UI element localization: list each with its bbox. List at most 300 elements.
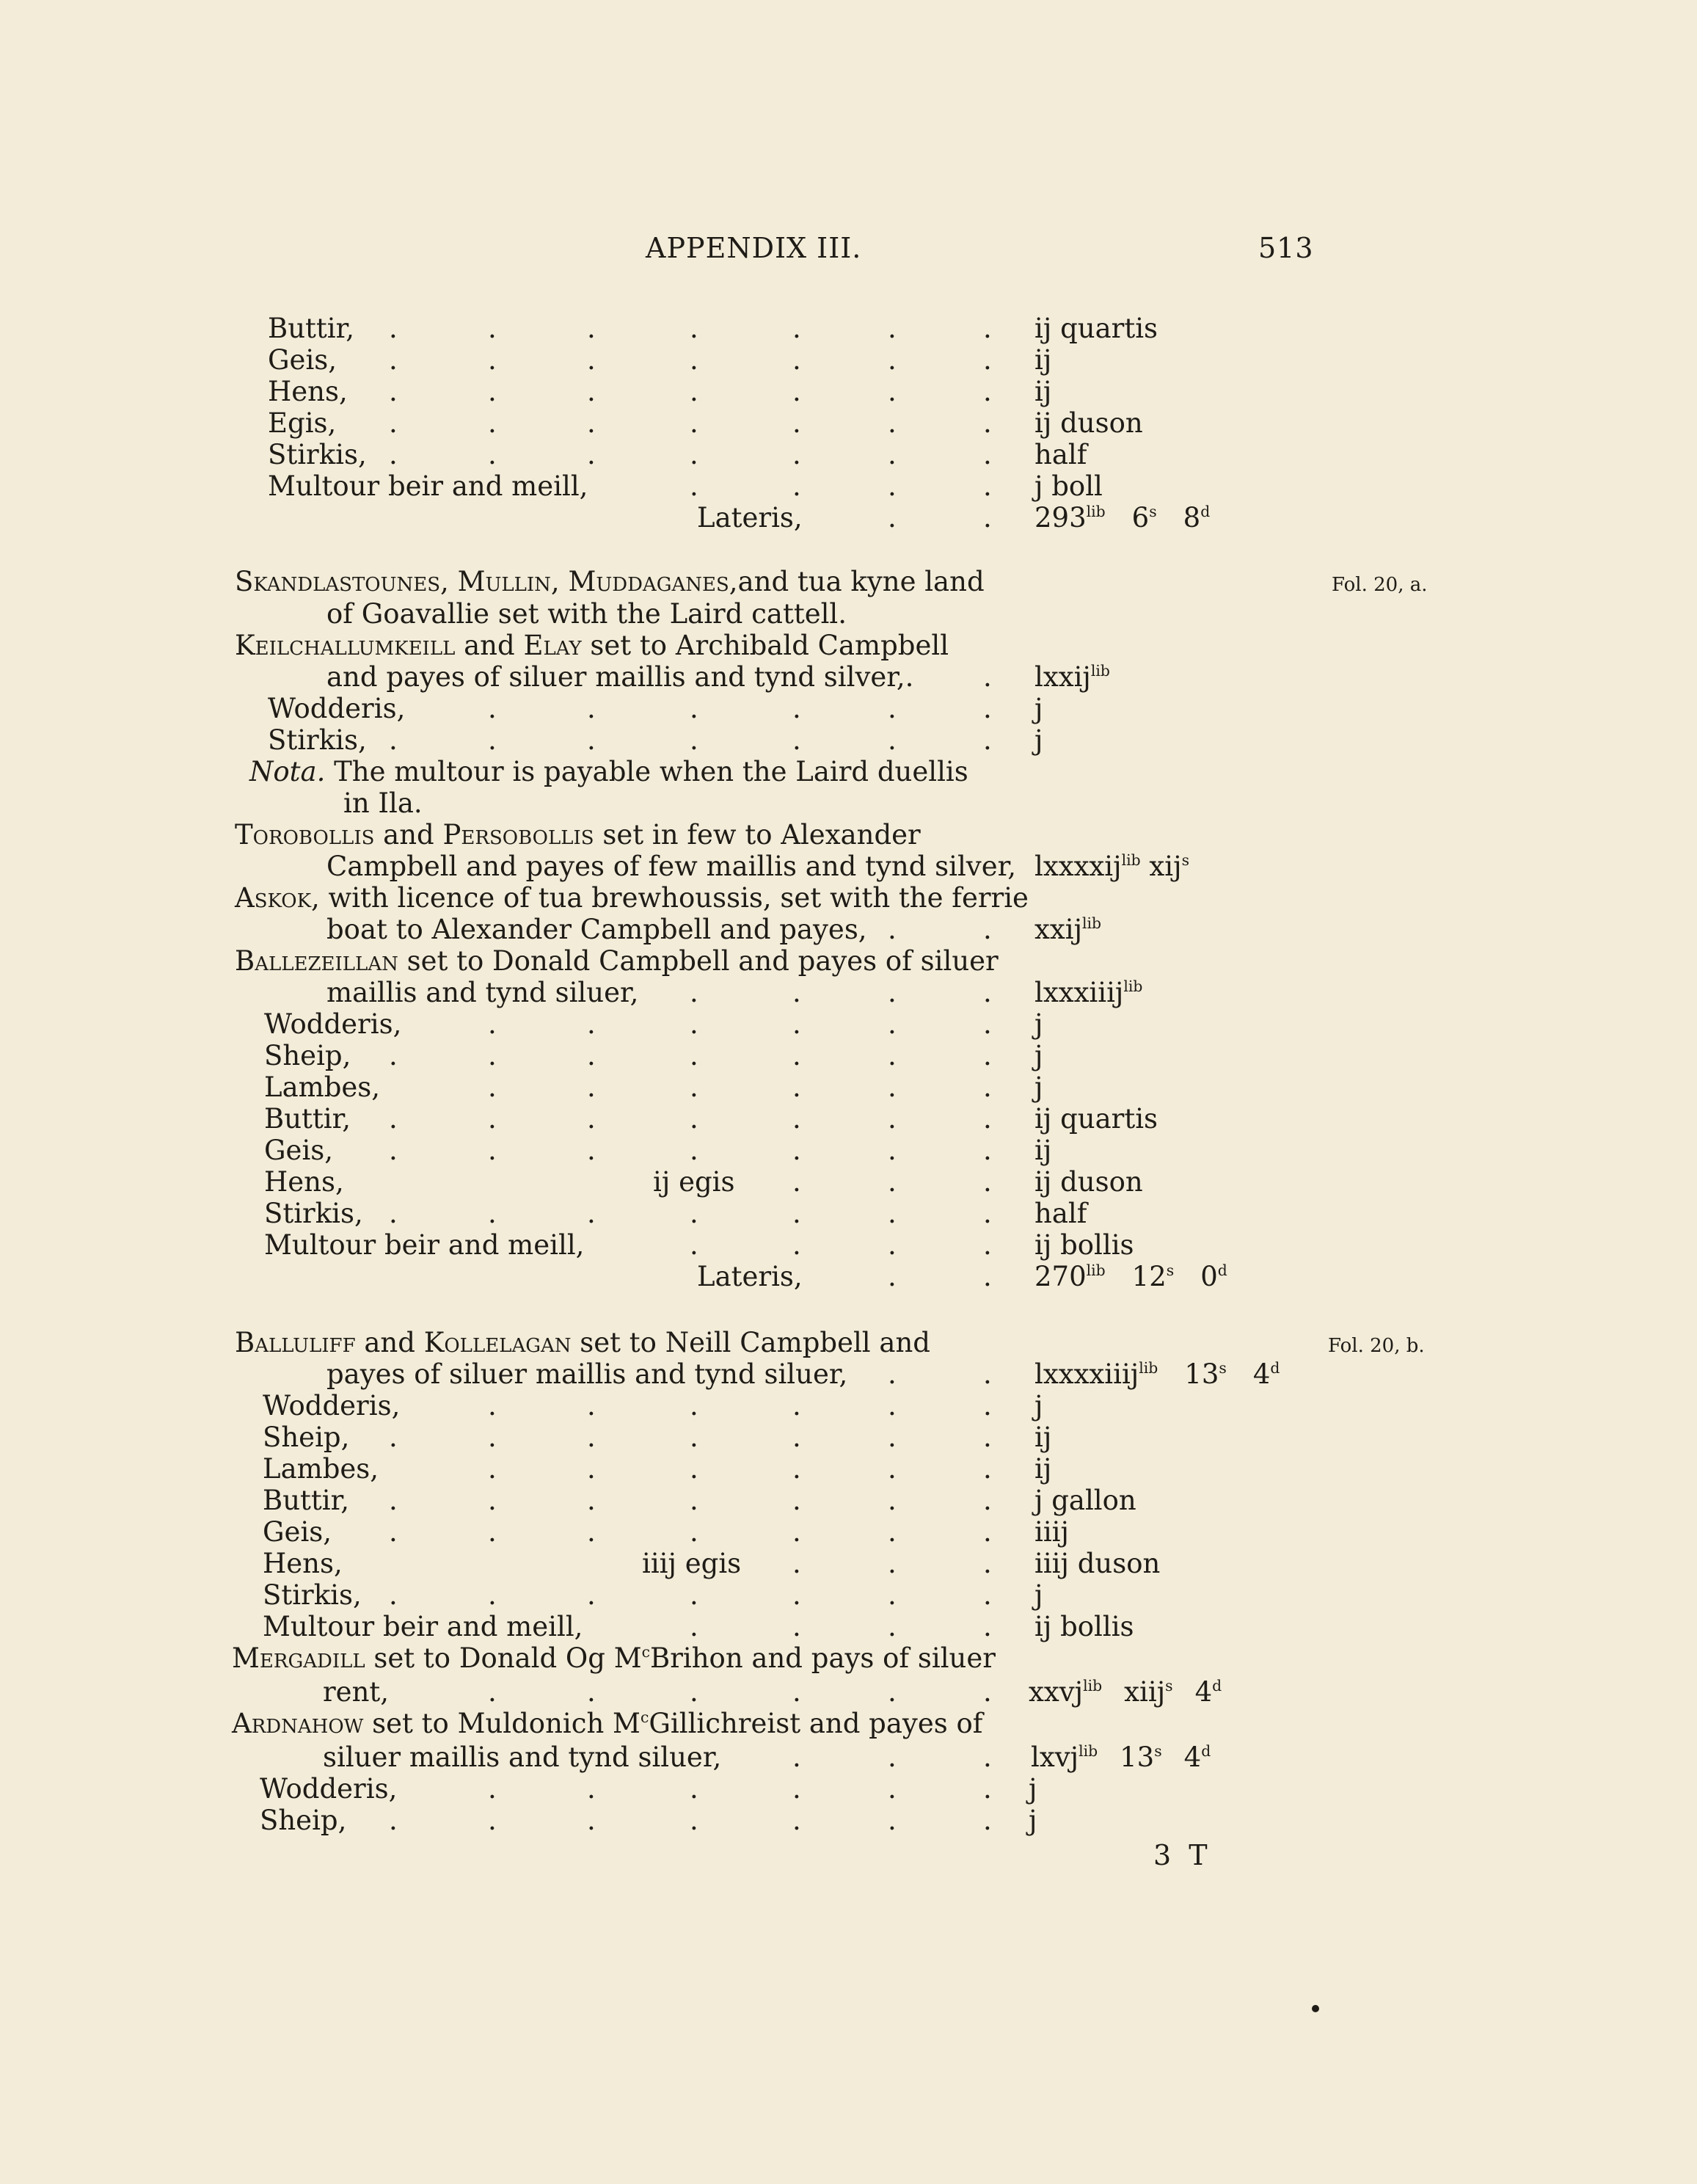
leader-dot: . [888, 1453, 897, 1485]
entry-value: j [1029, 1773, 1037, 1805]
leader-dot: . [587, 1071, 596, 1103]
entry-row [0, 1102, 1697, 1136]
entry-value: j boll [1034, 470, 1103, 502]
leader-dot: . [587, 344, 596, 376]
leader-dot: . [792, 1676, 801, 1708]
entry-label: Stirkis, [264, 1198, 363, 1229]
entry-text: payes of siluer maillis and tynd siluer, [326, 1358, 848, 1390]
leader-dot: . [888, 1071, 897, 1103]
entry-row [0, 1197, 1697, 1231]
entry-value: j gallon [1034, 1485, 1136, 1516]
leader-dot: . [690, 1516, 698, 1548]
leader-dot: . [792, 1422, 801, 1453]
leader-dot: . [792, 470, 801, 502]
leader-dot: . [690, 470, 698, 502]
place-name: Ardnahow [232, 1708, 364, 1739]
leader-dot: . [888, 407, 897, 439]
place-name: Kollelagan [423, 1327, 572, 1358]
leader-dot: . [888, 1579, 897, 1611]
leader-dot: . [792, 1166, 801, 1198]
entry-value: ij bollis [1034, 1611, 1134, 1642]
leader-dot: . [587, 1453, 596, 1485]
entry-heading: Torobollis and Persobollis set in few to Alexander [235, 819, 921, 851]
place-name: Persobollis [442, 819, 594, 851]
leader-dot: . [488, 1422, 497, 1453]
leader-dot: . [983, 661, 992, 693]
leader-dot: . [792, 1773, 801, 1805]
leader-dot: . [587, 1773, 596, 1805]
entry-row [0, 1610, 1697, 1644]
leader-dot: . [587, 1516, 596, 1548]
leader-dot: . [690, 1805, 698, 1836]
leader-dot: . [983, 407, 992, 439]
entry-value: $270^{lib}$ 12$^s$ 0$^d$ [1034, 1261, 1227, 1292]
leader-dot: . [983, 1135, 992, 1166]
leader-dot: . [389, 407, 398, 439]
leader-dot: . [888, 1198, 897, 1229]
entry-label: Buttir, [263, 1485, 349, 1516]
folio-note: Fol. 20, a. [1332, 574, 1428, 596]
leader-dot: . [488, 1040, 497, 1071]
leader-dot: . [792, 1611, 801, 1642]
leader-dot: . [488, 1135, 497, 1166]
entry-label: Lambes, [263, 1453, 379, 1485]
entry-row [0, 1772, 1697, 1806]
entry-row [0, 438, 1697, 472]
leader-dot: . [389, 1198, 398, 1229]
entry-value: j [1034, 1071, 1043, 1103]
place-name: Keilchallumkeill [235, 630, 456, 661]
leader-dot: . [488, 1485, 497, 1516]
leader-dot: . [888, 1741, 897, 1773]
entry-text: boat to Alexander Campbell and payes, [326, 914, 867, 945]
leader-dot: . [888, 439, 897, 470]
leader-dot: . [587, 1422, 596, 1453]
entry-text: maillis and tynd siluer, [326, 977, 639, 1008]
total-label: Lateris, [697, 502, 803, 534]
entry-label: Stirkis, [263, 1579, 362, 1611]
leader-dot: . [690, 1071, 698, 1103]
entry-value: ij [1034, 344, 1052, 376]
leader-dot: . [488, 1008, 497, 1040]
leader-dot: . [690, 693, 698, 724]
entry-value: lxxxxiiij$^{lib}$ 13$^s$ 4$^d$ [1034, 1358, 1280, 1390]
leader-dot: . [888, 1166, 897, 1198]
leader-dot: . [983, 1805, 992, 1836]
leader-dot: . [888, 1676, 897, 1708]
leader-dot: . [983, 1773, 992, 1805]
leader-dot: . [983, 344, 992, 376]
entry-value: j [1034, 724, 1043, 756]
leader-dot: . [983, 1229, 992, 1261]
leader-dot: . [792, 407, 801, 439]
leader-dot: . [587, 439, 596, 470]
leader-dot: . [488, 1773, 497, 1805]
place-name: Askok, [235, 882, 320, 914]
leader-dot: . [587, 407, 596, 439]
leader-dot: . [690, 376, 698, 407]
leader-dot: . [983, 1453, 992, 1485]
place-name: Elay [523, 630, 582, 661]
leader-dot: . [488, 693, 497, 724]
leader-dot: . [488, 1390, 497, 1422]
leader-dot: . [983, 376, 992, 407]
leader-dot: . [983, 1741, 992, 1773]
entry-row [0, 913, 1697, 947]
entry-row [0, 660, 1697, 694]
entry-value: j [1034, 693, 1043, 724]
entry-label: Wodderis, [260, 1773, 398, 1805]
leader-dot: . [488, 439, 497, 470]
leader-dot: . [488, 1676, 497, 1708]
leader-dot: . [690, 1422, 698, 1453]
leader-dot: . [792, 313, 801, 344]
entry-value: ij duson [1034, 407, 1143, 439]
entry-heading: Balluliff and Kollelagan set to Neill Campbell and [235, 1327, 930, 1358]
leader-dot: . [587, 1040, 596, 1071]
leader-dot: . [690, 1579, 698, 1611]
leader-dot: . [587, 1198, 596, 1229]
leader-dot: . [888, 1422, 897, 1453]
entry-value: xxij$^{lib}$ [1034, 914, 1102, 945]
entry-row [0, 1675, 1697, 1709]
entry-heading: Ardnahow set to Muldonich $M^cGillichreist$ and payes of [232, 1708, 983, 1739]
leader-dot: . [690, 344, 698, 376]
leader-dot: . [792, 1229, 801, 1261]
leader-dot: . [488, 1103, 497, 1135]
entry-text: in Ila. [343, 787, 423, 819]
entry-row [0, 1452, 1697, 1486]
entry-label: Buttir, [264, 1103, 351, 1135]
leader-dot: . [690, 1135, 698, 1166]
entry-value: j [1034, 1040, 1043, 1071]
leader-dot: . [983, 439, 992, 470]
entry-value: j [1029, 1805, 1037, 1836]
entry-row [0, 724, 1697, 757]
leader-dot: . [690, 1611, 698, 1642]
leader-dot: . [488, 407, 497, 439]
entry-label: Multour beir and meill, [263, 1611, 583, 1642]
leader-dot: . [690, 1103, 698, 1135]
leader-dot: . [389, 1135, 398, 1166]
leader-dot: . [888, 1485, 897, 1516]
entry-value: iiij duson [1034, 1548, 1161, 1579]
leader-dot: . [983, 1040, 992, 1071]
leader-dot: . [983, 1579, 992, 1611]
leader-dot: . [792, 1485, 801, 1516]
entry-row [0, 1389, 1697, 1423]
entry-label: Geis, [268, 344, 337, 376]
total-label: Lateris, [697, 1261, 803, 1292]
entry-text: Campbell and payes of few maillis and tynd silver, [326, 851, 1016, 882]
leader-dot: . [888, 1040, 897, 1071]
leader-dot: . [983, 724, 992, 756]
leader-dot: . [587, 1103, 596, 1135]
leader-dot: . [488, 1579, 497, 1611]
leader-dot: . [488, 376, 497, 407]
leader-dot: . [888, 914, 897, 945]
entry-row [0, 1008, 1697, 1041]
leader-dot: . [488, 1071, 497, 1103]
leader-dot: . [488, 1198, 497, 1229]
entry-label: Multour beir and meill, [268, 470, 588, 502]
leader-dot: . [690, 977, 698, 1008]
leader-dot: . [888, 470, 897, 502]
entry-value: j [1034, 1008, 1043, 1040]
entry-value: ij [1034, 376, 1052, 407]
leader-dot: . [983, 1358, 992, 1390]
leader-dot: . [488, 313, 497, 344]
leader-dot: . [389, 1040, 398, 1071]
note-row: Nota. The multour is payable when the Laird duellis [249, 756, 968, 787]
entry-text: of Goavallie set with the Laird cattell. [326, 598, 847, 630]
entry-row [0, 1358, 1697, 1391]
leader-dot: . [888, 1390, 897, 1422]
leader-dot: . [389, 1103, 398, 1135]
nota-label: Nota. [249, 756, 326, 787]
entry-label: Hens, [264, 1166, 344, 1198]
leader-dot: . [587, 1008, 596, 1040]
page-number: 513 [1258, 232, 1314, 264]
leader-dot: . [690, 1229, 698, 1261]
entry-label: Geis, [264, 1135, 334, 1166]
entry-label: Wodderis, [263, 1390, 401, 1422]
entry-label: Lambes, [264, 1071, 381, 1103]
leader-dot: . [792, 1516, 801, 1548]
leader-dot: . [888, 977, 897, 1008]
leader-dot: . [587, 313, 596, 344]
leader-dot: . [690, 1390, 698, 1422]
leader-dot: . [587, 1676, 596, 1708]
entry-value: ij bollis [1034, 1229, 1134, 1261]
entry-value: j [1034, 1390, 1043, 1422]
leader-dot: . [792, 1103, 801, 1135]
leader-dot: . [983, 313, 992, 344]
entry-value: iiij [1034, 1516, 1069, 1548]
entry-row [0, 1547, 1697, 1581]
entry-value: ij quartis [1034, 1103, 1158, 1135]
entry-value: ij [1034, 1135, 1052, 1166]
entry-heading: Askok, with licence of tua brewhoussis, set with the ferrie [235, 882, 1029, 914]
leader-dot: . [488, 1805, 497, 1836]
entry-label: Sheip, [264, 1040, 351, 1071]
leader-dot: . [792, 1390, 801, 1422]
leader-dot: . [983, 1611, 992, 1642]
leader-dot: . [792, 1008, 801, 1040]
entry-value: xxvj$^{lib}$ xiij$^s$ 4$^d$ [1029, 1676, 1222, 1708]
leader-dot: . [888, 1773, 897, 1805]
leader-dot: . [888, 1103, 897, 1135]
leader-dot: . [888, 313, 897, 344]
entry-row [0, 375, 1697, 409]
leader-dot: . [792, 1453, 801, 1485]
entry-row [0, 470, 1697, 503]
leader-dot: . [690, 1453, 698, 1485]
entry-row [0, 850, 1697, 884]
leader-dot: . [888, 1516, 897, 1548]
entry-value: ij [1034, 1422, 1052, 1453]
entry-value: half [1034, 439, 1087, 470]
leader-dot: . [792, 376, 801, 407]
entry-label: Hens, [263, 1548, 343, 1579]
note-row [0, 787, 1697, 820]
leader-dot: . [587, 693, 596, 724]
entry-row [0, 343, 1697, 377]
place-name: Torobollis [235, 819, 375, 851]
leader-dot: . [389, 724, 398, 756]
entry-label: Buttir, [268, 313, 354, 344]
leader-dot: . [983, 1548, 992, 1579]
entry-value: lxxxiiij$^{lib}$ [1034, 977, 1143, 1008]
entry-label: Stirkis, [268, 439, 367, 470]
entry-row [0, 597, 1697, 631]
entry-row [0, 1039, 1697, 1073]
leader-dot: . [983, 502, 992, 534]
leader-dot: . [888, 344, 897, 376]
entry-value: lxxxxij$^{lib}$ xij$^s$ [1034, 851, 1190, 882]
leader-dot: . [587, 724, 596, 756]
entry-heading: Keilchallumkeill and Elay set to Archibald Campbell [235, 630, 949, 661]
leader-dot: . [587, 376, 596, 407]
entry-row [0, 407, 1697, 440]
entry-value: lxxij$^{lib}$ [1034, 661, 1110, 693]
leader-dot: . [888, 1135, 897, 1166]
entry-label: Wodderis, [264, 1008, 402, 1040]
leader-dot: . [792, 1805, 801, 1836]
entry-label: Stirkis, [268, 724, 367, 756]
entry-label: Hens, [268, 376, 348, 407]
entry-text: and tua kyne land [737, 566, 985, 597]
leader-dot: . [983, 1008, 992, 1040]
leader-dot: . [792, 1548, 801, 1579]
entry-row [0, 1741, 1697, 1774]
leader-dot: . [792, 1198, 801, 1229]
entry-row [0, 1228, 1697, 1262]
leader-dot: . [389, 1485, 398, 1516]
leader-dot: . [983, 1390, 992, 1422]
leader-dot: . [690, 1040, 698, 1071]
folio-note: Fol. 20, b. [1328, 1335, 1425, 1357]
leader-dot: . [983, 1198, 992, 1229]
leader-dot: . [792, 1071, 801, 1103]
entry-note: ij egis [653, 1166, 735, 1198]
entry-value: ij duson [1034, 1166, 1143, 1198]
entry-row [0, 1421, 1697, 1455]
leader-dot: . [389, 439, 398, 470]
entry-label: Sheip, [263, 1422, 350, 1453]
entry-label: Sheip, [260, 1805, 347, 1836]
leader-dot: . [888, 724, 897, 756]
leader-dot: . [488, 724, 497, 756]
leader-dot: . [792, 724, 801, 756]
leader-dot: . [389, 376, 398, 407]
entry-label: Egis, [268, 407, 337, 439]
entry-row [0, 976, 1697, 1010]
leader-dot: . [792, 977, 801, 1008]
entry-row [0, 1484, 1697, 1518]
entry-text: rent, [323, 1676, 390, 1708]
leader-dot: . [888, 502, 897, 534]
total-row [0, 1260, 1697, 1294]
entry-label: Geis, [263, 1516, 332, 1548]
leader-dot: . [983, 1261, 992, 1292]
leader-dot: . [983, 1166, 992, 1198]
entry-value: ij quartis [1034, 313, 1158, 344]
leader-dot: . [690, 407, 698, 439]
leader-dot: . [389, 344, 398, 376]
leader-dot: . [690, 1198, 698, 1229]
leader-dot: . [690, 1676, 698, 1708]
entry-value: lxvj$^{lib}$ 13$^s$ 4$^d$ [1031, 1741, 1211, 1773]
leader-dot: . [587, 1485, 596, 1516]
place-name: Ballezeillan [235, 945, 398, 977]
entry-value: j [1034, 1579, 1043, 1611]
place-name: Skandlastounes, Mullin, Muddaganes, [235, 566, 738, 597]
leader-dot: . [690, 1008, 698, 1040]
entry-text: and payes of siluer maillis and tynd silver,. [326, 661, 914, 693]
leader-dot: . [888, 1261, 897, 1292]
entry-value: ij [1034, 1453, 1052, 1485]
total-row [0, 501, 1697, 535]
leader-dot: . [792, 693, 801, 724]
leader-dot: . [983, 977, 992, 1008]
leader-dot: . [587, 1579, 596, 1611]
entry-row [0, 692, 1697, 726]
entry-label: Wodderis, [268, 693, 406, 724]
leader-dot: . [983, 1676, 992, 1708]
leader-dot: . [888, 1358, 897, 1390]
leader-dot: . [983, 1516, 992, 1548]
leader-dot: . [888, 1548, 897, 1579]
ink-speck [1312, 2005, 1319, 2012]
leader-dot: . [690, 1773, 698, 1805]
entry-row [0, 1134, 1697, 1168]
leader-dot: . [888, 1229, 897, 1261]
leader-dot: . [888, 1805, 897, 1836]
leader-dot: . [983, 1071, 992, 1103]
leader-dot: . [792, 1741, 801, 1773]
entry-row [0, 1165, 1697, 1199]
leader-dot: . [389, 1422, 398, 1453]
entry-row [0, 1579, 1697, 1612]
leader-dot: . [488, 1453, 497, 1485]
signature-mark: 3 T [1153, 1839, 1212, 1871]
leader-dot: . [389, 313, 398, 344]
leader-dot: . [792, 1040, 801, 1071]
entry-note: iiij egis [642, 1548, 742, 1579]
leader-dot: . [389, 1579, 398, 1611]
entry-heading: Mergadill set to Donald Og $M^cBrihon$ and pays of siluer [232, 1642, 996, 1674]
leader-dot: . [389, 1805, 398, 1836]
leader-dot: . [389, 1516, 398, 1548]
leader-dot: . [983, 693, 992, 724]
entry-row [0, 1804, 1697, 1838]
leader-dot: . [690, 313, 698, 344]
entry-value: half [1034, 1198, 1087, 1229]
leader-dot: . [983, 1422, 992, 1453]
entry-row [0, 1515, 1697, 1549]
entry-heading [0, 565, 1697, 599]
leader-dot: . [983, 1485, 992, 1516]
entry-row [0, 1071, 1697, 1104]
leader-dot: . [792, 344, 801, 376]
leader-dot: . [983, 1103, 992, 1135]
leader-dot: . [792, 439, 801, 470]
leader-dot: . [587, 1390, 596, 1422]
entry-label: Multour beir and meill, [264, 1229, 585, 1261]
leader-dot: . [488, 344, 497, 376]
leader-dot: . [983, 470, 992, 502]
